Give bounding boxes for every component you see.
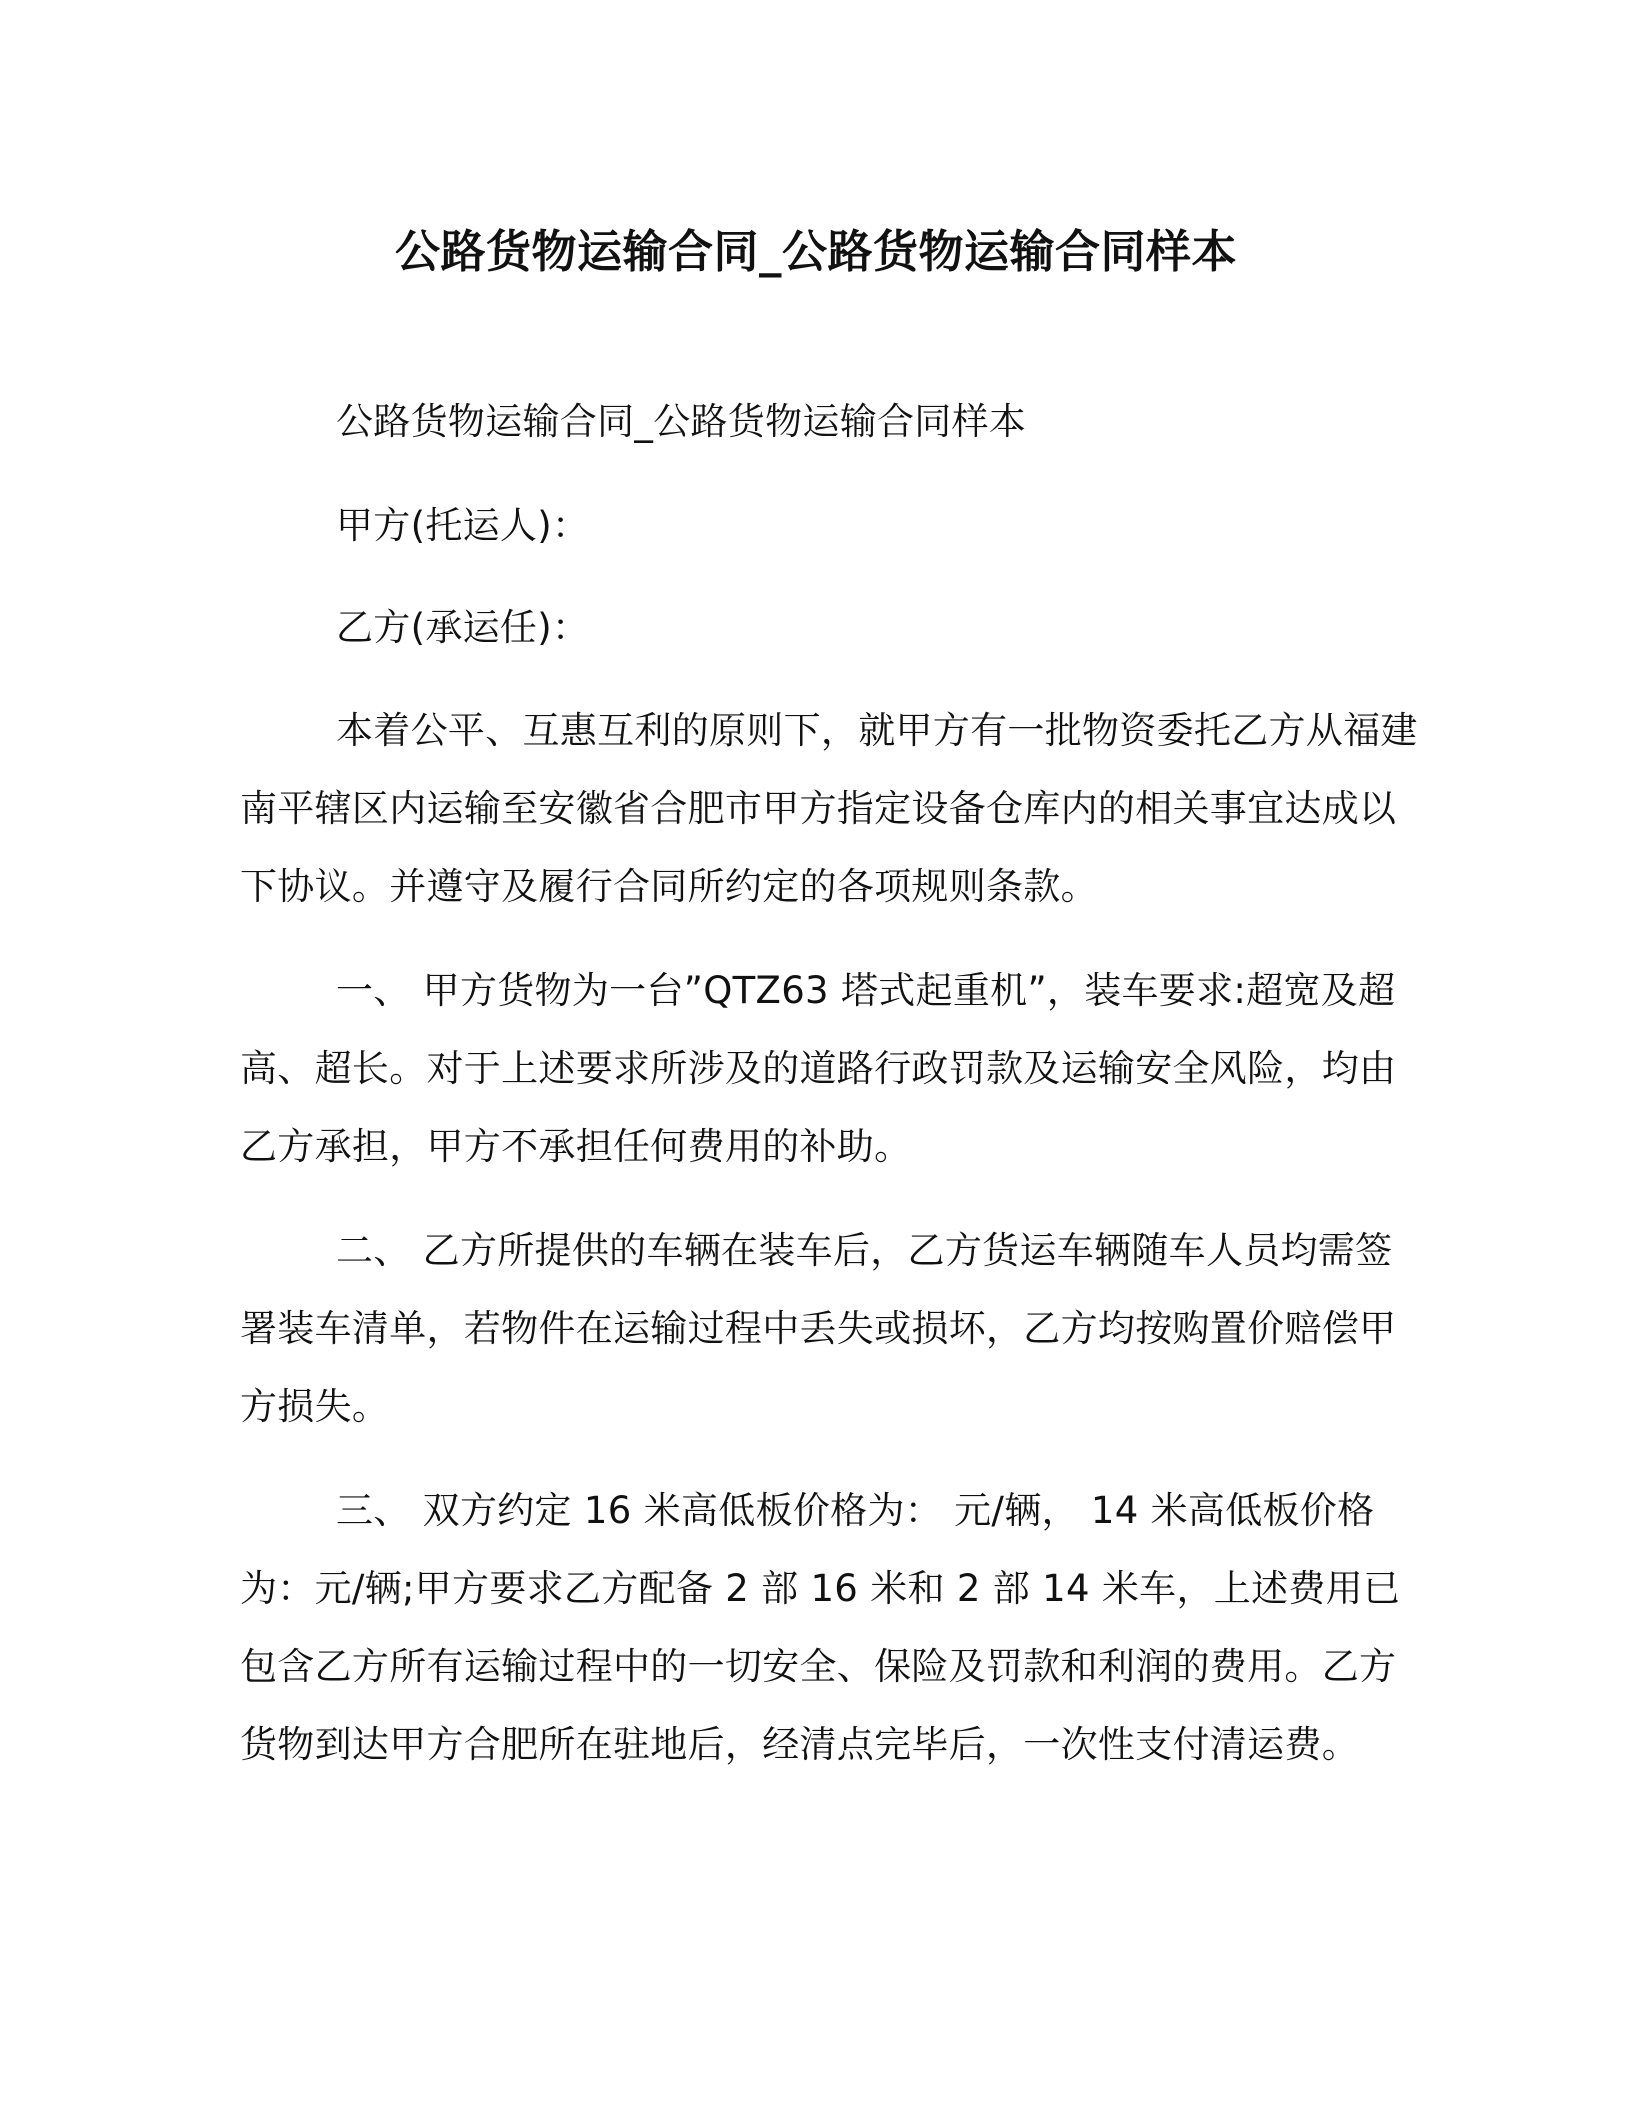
document-title: 公路货物运输合同_公路货物运输合同样本 bbox=[394, 225, 1237, 278]
document-subtitle: 公路货物运输合同_公路货物运输合同样本 bbox=[336, 400, 1027, 443]
clause-2-paragraph: 二、 乙方所提供的车辆在装车后，乙方货运车辆随车人员均需签署装车清单，若物件在运输过程中丢失或损坏，乙方均按购置价赔偿甲方损失。 bbox=[240, 1229, 1397, 1428]
clause-1-paragraph: 一、 甲方货物为一台”QTZ63 塔式起重机”，装车要求:超宽及超高、超长。对于上述要求所涉及的道路行政罚款及运输安全风险，均由乙方承担，甲方不承担任何费用的补助。 bbox=[240, 969, 1397, 1168]
party-b-label: 乙方(承运任)： bbox=[336, 606, 590, 649]
clause-3-paragraph: 三、 双方约定 16 米高低板价格为： 元/辆， 14 米高低板价格为：元/辆;甲方要求乙方配备 2 部 16 米和 2 部 14 米车，上述费用已包含乙方所有运输过程中的一切安全、保险及罚款和利润的费用。乙方货物到达甲方合肥所在驻地后，经清点完毕后，一次性支付清运费。 bbox=[240, 1489, 1401, 1766]
intro-paragraph: 本着公平、互惠互利的原则下，就甲方有一批物资委托乙方从福建南平辖区内运输至安徽省合肥市甲方指定设备仓库内的相关事宜达成以下协议。并遵守及履行合同所约定的各项规则条款。 bbox=[240, 709, 1418, 908]
party-a-label: 甲方(托运人)： bbox=[336, 504, 590, 547]
